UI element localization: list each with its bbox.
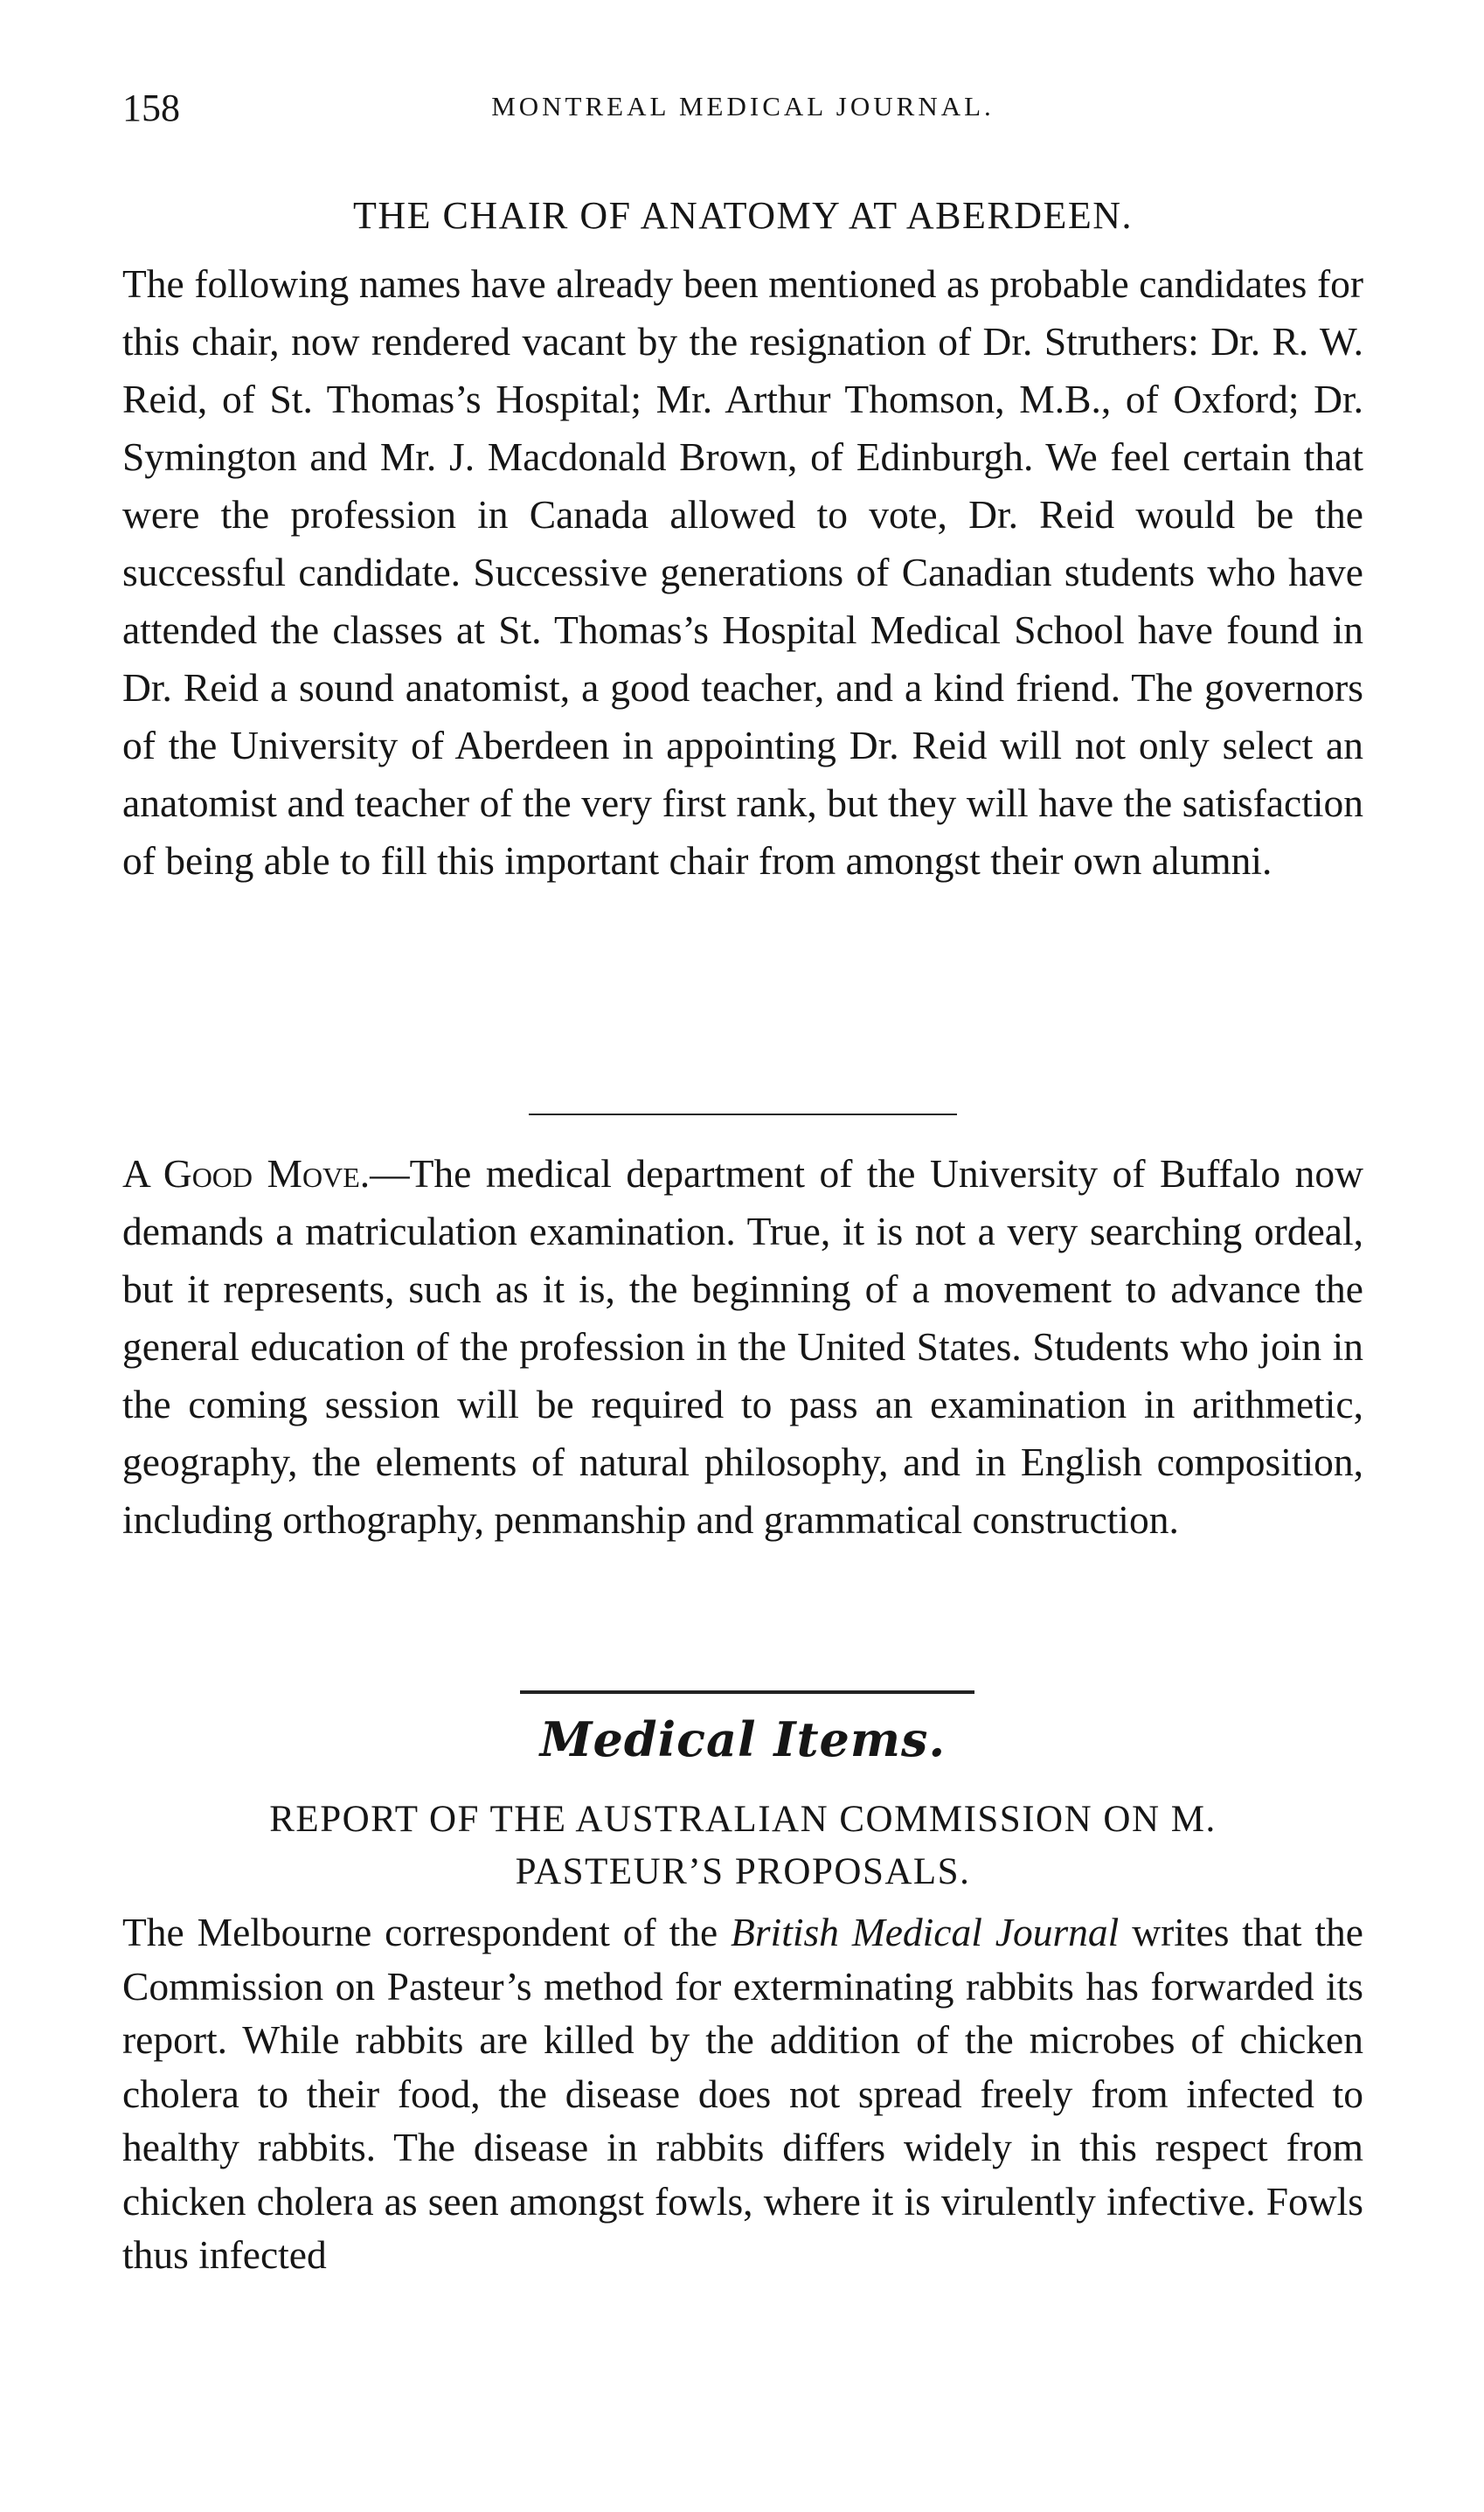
article-title-australian-commission [122,1794,1363,1898]
journal-citation: British Medical Journal [731,1910,1120,1954]
page-number: 158 [122,87,180,129]
article-text-part-1: The Melbourne correspondent of the [122,1910,732,1954]
article-body-good-move [122,1145,1363,1549]
section-heading-medical-items: Medical Items. [539,1711,947,1767]
running-head [122,86,1363,138]
section-divider [529,1114,957,1115]
article-body-australian-commission [122,1905,1363,2282]
article-lead-good-move: A Good Move. [122,1151,371,1196]
section-divider-thick [520,1690,974,1694]
article-text-good-move: —The medical department of the University of Buffalo now demands a matriculation examination. True, it is not a very searching ordeal, but it represents, such as it is, the beginning of a movement to advance the general education of the profession in the United States. Students who join in the coming session will be required to pass an examination in arithmetic, geography, the elements of natural philosophy, and in English composition, including orthography, penmanship and grammatical construction. [122,1151,1363,1542]
article-body-chair-of-anatomy: The following names have already been mentioned as probable candidates for this chair, now rendered vacant by the resignation of Dr. Struthers: Dr. R. W. Reid, of St. Thomas’s Hospital; Mr. Arthur Thomson, M.B., of Oxford; Dr. Symington and Mr. J. Macdonald Brown, of Edinburgh. We feel certain that were the profession in Canada allowed to vote, Dr. Reid would be the successful candidate. Successive generations of Canadian students who have attended the classes at St. Thomas’s Hospital Medical School have found in Dr. Reid a sound anatomist, a good teacher, and a kind friend. The governors of the University of Aberdeen in appointing Dr. Reid will not only select an anatomist and teacher of the very first rank, but they will have the satisfaction of being able to fill this important chair from amongst their own alumni. [122,261,1363,883]
journal-title: MONTREAL MEDICAL JOURNAL. [491,91,995,121]
journal-page [122,0,1363,2512]
article-title-line-2: PASTEUR’S PROPOSALS. [515,1851,971,1892]
article-text-part-2: writes that the Commission on Pasteur’s method for exterminating rabbits has forwarded its report. While rabbits are killed by the addition of the microbes of chicken cholera to their food, the disease does not spread freely from infected to healthy rabbits. The disease in rabbits differs widely in this respect from chicken cholera as seen amongst fowls, where it is virulently infective. Fowls thus infected [122,1910,1363,2277]
article-title-line-1: REPORT OF THE AUSTRALIAN COMMISSION ON M. [269,1799,1217,1840]
article-title-chair-of-anatomy: THE CHAIR OF ANATOMY AT ABERDEEN. [352,194,1134,237]
